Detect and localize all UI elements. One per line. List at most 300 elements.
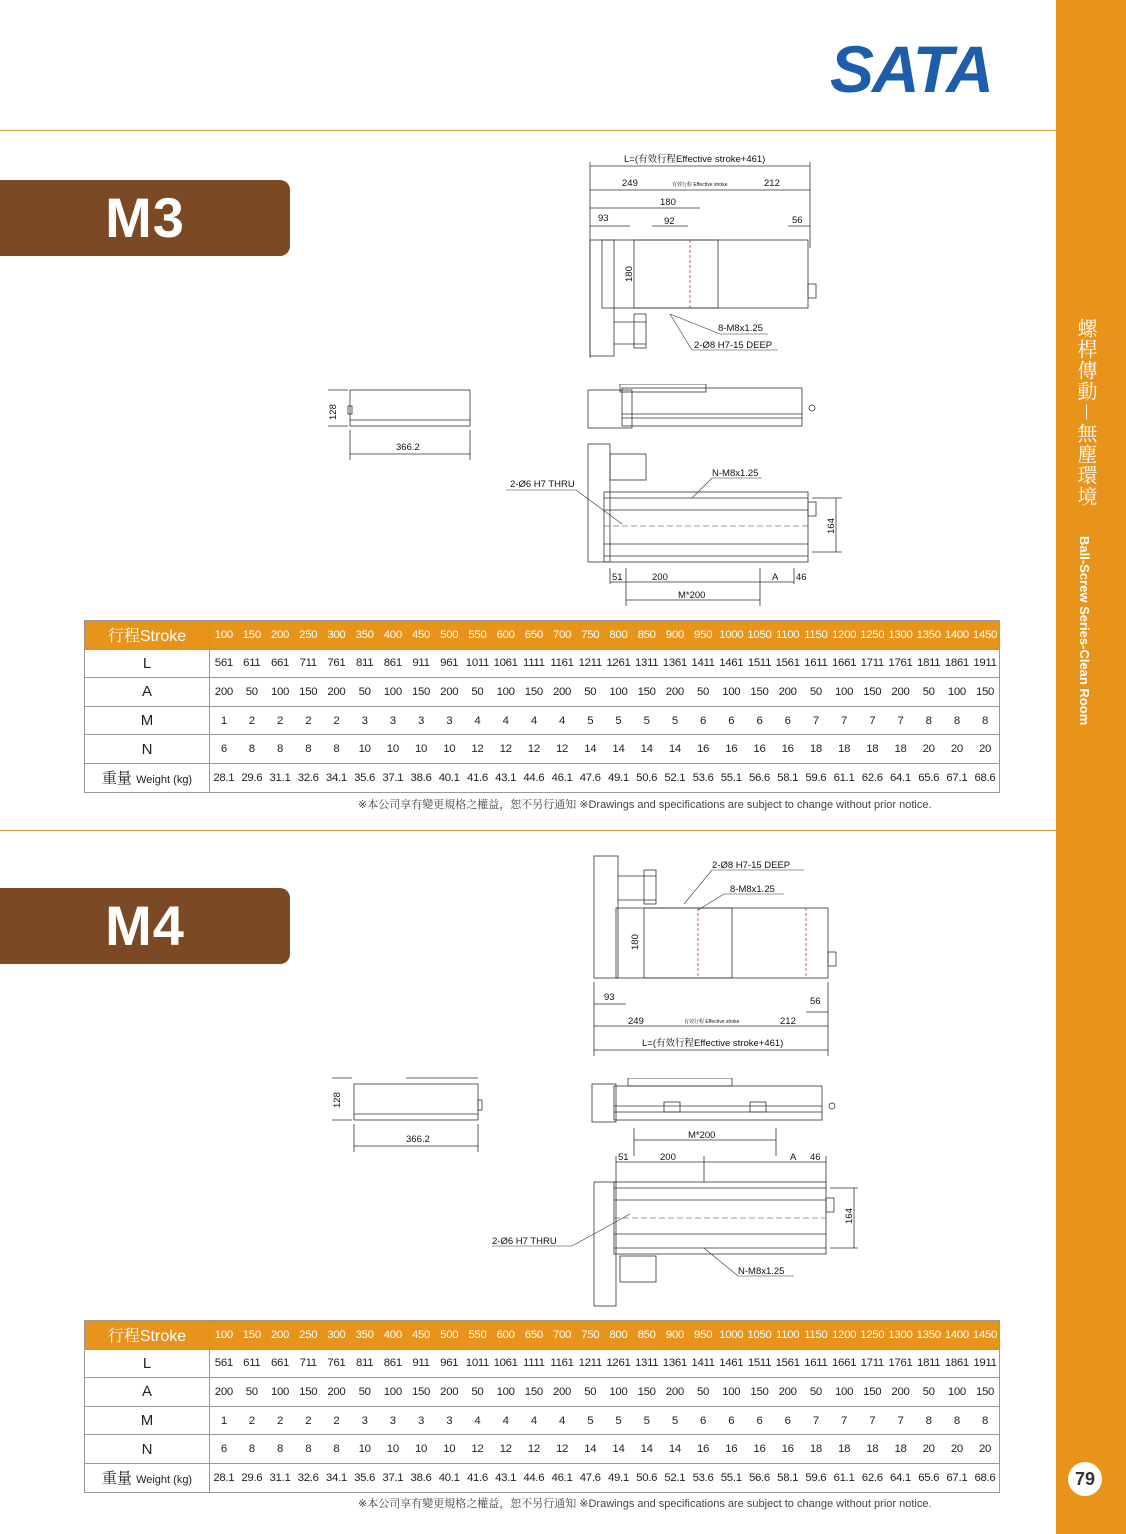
m3-weight-cell: 46.1 — [548, 763, 576, 792]
m4-side-view-drawing — [590, 1078, 840, 1128]
m4-cell: 6 — [210, 1435, 238, 1464]
m3-stroke-cell: 1300 — [886, 621, 914, 650]
m3-dim-stroke: 有效行程 Effective stroke — [672, 182, 728, 188]
m3-cell: 150 — [407, 678, 435, 707]
m3-cell: 8 — [322, 735, 350, 764]
model-tab-m3: M3 — [0, 180, 290, 256]
m4-dim-stroke: 有效行程 Effective stroke — [684, 1019, 740, 1025]
m3-stroke-cell: 600 — [492, 621, 520, 650]
m4-weight-cell: 52.1 — [661, 1463, 689, 1492]
m3-weight-cell: 47.6 — [576, 763, 604, 792]
m3-cell: 7 — [858, 706, 886, 735]
m4-cell: 1111 — [520, 1349, 548, 1378]
m3-cell: 16 — [774, 735, 802, 764]
m3-cell: 18 — [886, 735, 914, 764]
m4-cell: 100 — [830, 1378, 858, 1407]
m4-dim-164: 164 — [844, 1208, 855, 1224]
m3-weight-label-zh: 重量 — [101, 770, 137, 788]
m3-weight-cell: 50.6 — [633, 763, 661, 792]
m4-cell: 200 — [548, 1378, 576, 1407]
m4-weight-label — [85, 1463, 210, 1492]
m3-weight-cell: 29.6 — [238, 763, 266, 792]
m4-weight-cell: 32.6 — [294, 1463, 322, 1492]
m4-cell: 8 — [238, 1435, 266, 1464]
table-row — [85, 763, 1000, 792]
m4-cell: 100 — [492, 1378, 520, 1407]
m4-cell: 50 — [351, 1378, 379, 1407]
brand-logo-text: SATA — [830, 36, 992, 98]
m4-dim-51: 51 — [618, 1152, 629, 1163]
m4-cell: 18 — [802, 1435, 830, 1464]
m4-stroke-cell: 1200 — [830, 1321, 858, 1350]
m3-cell: 16 — [689, 735, 717, 764]
m4-cell: 3 — [379, 1406, 407, 1435]
m4-cell: 7 — [802, 1406, 830, 1435]
m3-weight-cell: 37.1 — [379, 763, 407, 792]
m3-row-label: N — [85, 735, 210, 764]
m3-cell: 5 — [661, 706, 689, 735]
m4-dim-212: 212 — [780, 1016, 796, 1027]
m3-cell: 4 — [548, 706, 576, 735]
m3-stroke-cell: 400 — [379, 621, 407, 650]
m3-dim-366: 366.2 — [396, 442, 420, 453]
m4-cell: 12 — [463, 1435, 491, 1464]
m4-cell: 100 — [717, 1378, 745, 1407]
m3-cell: 20 — [915, 735, 943, 764]
m3-cell: 4 — [492, 706, 520, 735]
m3-weight-cell: 35.6 — [351, 763, 379, 792]
m4-stroke-cell: 1450 — [971, 1321, 1000, 1350]
m4-cell: 2 — [294, 1406, 322, 1435]
m4-cell: 761 — [322, 1349, 350, 1378]
m3-cell: 1061 — [492, 649, 520, 678]
m4-cell: 1661 — [830, 1349, 858, 1378]
m4-cell: 1311 — [633, 1349, 661, 1378]
m4-weight-cell: 68.6 — [971, 1463, 1000, 1492]
m3-dim-212: 212 — [764, 178, 780, 189]
m4-cell: 200 — [661, 1378, 689, 1407]
m3-dim-249: 249 — [622, 178, 638, 189]
m3-cell: 6 — [689, 706, 717, 735]
m4-cell: 150 — [858, 1378, 886, 1407]
m3-cell: 2 — [294, 706, 322, 735]
m4-cell: 14 — [633, 1435, 661, 1464]
m3-weight-cell: 55.1 — [717, 763, 745, 792]
m3-cell: 50 — [802, 678, 830, 707]
m3-weight-cell: 68.6 — [971, 763, 1000, 792]
m4-cell: 150 — [520, 1378, 548, 1407]
m3-cell: 200 — [661, 678, 689, 707]
m3-cell: 3 — [351, 706, 379, 735]
m3-cell: 1211 — [576, 649, 604, 678]
m3-dim-46: 46 — [796, 572, 807, 583]
m4-cell: 14 — [661, 1435, 689, 1464]
m4-cell: 8 — [943, 1406, 971, 1435]
m3-cell: 5 — [576, 706, 604, 735]
m3-stroke-cell: 200 — [266, 621, 294, 650]
m4-cell: 3 — [435, 1406, 463, 1435]
m4-weight-cell: 28.1 — [210, 1463, 238, 1492]
m4-cell: 16 — [717, 1435, 745, 1464]
m3-cell: 1261 — [604, 649, 632, 678]
m3-cell: 150 — [745, 678, 773, 707]
m3-weight-cell: 44.6 — [520, 763, 548, 792]
m4-callout-m8: 8-M8x1.25 — [730, 884, 775, 895]
m3-cell: 16 — [745, 735, 773, 764]
m4-cell: 1561 — [774, 1349, 802, 1378]
m4-stroke-cell: 150 — [238, 1321, 266, 1350]
m4-top-view-drawing — [584, 852, 844, 1058]
m3-weight-cell: 38.6 — [407, 763, 435, 792]
m4-cell: 100 — [604, 1378, 632, 1407]
m3-cell: 150 — [858, 678, 886, 707]
table-row — [85, 1349, 1000, 1378]
m3-cell: 1661 — [830, 649, 858, 678]
m3-stroke-cell: 850 — [633, 621, 661, 650]
m4-cell: 18 — [858, 1435, 886, 1464]
m4-weight-cell: 38.6 — [407, 1463, 435, 1492]
m4-cell: 10 — [351, 1435, 379, 1464]
m4-cell: 811 — [351, 1349, 379, 1378]
m3-cell: 50 — [689, 678, 717, 707]
m3-side-view-drawing — [586, 384, 822, 432]
m3-weight-cell: 49.1 — [604, 763, 632, 792]
m3-cell: 1011 — [463, 649, 491, 678]
m4-cell: 1711 — [858, 1349, 886, 1378]
m3-cell: 6 — [774, 706, 802, 735]
m4-weight-label-zh: 重量 — [101, 1470, 137, 1488]
m4-cell: 20 — [971, 1435, 1000, 1464]
m4-stroke-cell: 700 — [548, 1321, 576, 1350]
m3-dim-m200: M*200 — [678, 590, 706, 601]
m3-cell: 150 — [294, 678, 322, 707]
m4-cell: 3 — [407, 1406, 435, 1435]
m3-cell: 6 — [745, 706, 773, 735]
m4-cell: 1061 — [492, 1349, 520, 1378]
m4-stroke-cell: 100 — [210, 1321, 238, 1350]
m4-cell: 5 — [633, 1406, 661, 1435]
m4-stroke-cell: 750 — [576, 1321, 604, 1350]
m3-row-label: M — [85, 706, 210, 735]
m3-cell: 100 — [266, 678, 294, 707]
m4-callout-pin: 2-Ø8 H7-15 DEEP — [712, 860, 791, 871]
m3-cell: 100 — [830, 678, 858, 707]
m4-cell: 1011 — [463, 1349, 491, 1378]
m3-spec-table — [84, 620, 1000, 793]
m3-end-view-drawing — [322, 380, 480, 462]
m3-stroke-label: 行程Stroke — [85, 621, 210, 650]
m3-cell: 1561 — [774, 649, 802, 678]
m4-weight-cell: 43.1 — [492, 1463, 520, 1492]
m4-stroke-cell: 550 — [463, 1321, 491, 1350]
m3-row-label: L — [85, 649, 210, 678]
m3-cell: 14 — [604, 735, 632, 764]
m4-weight-cell: 62.6 — [858, 1463, 886, 1492]
m3-weight-label-en: Weight (kg) — [136, 774, 193, 787]
m4-cell: 1 — [210, 1406, 238, 1435]
m3-cell: 8 — [294, 735, 322, 764]
m3-cell: 12 — [492, 735, 520, 764]
m3-dim-93: 93 — [598, 213, 609, 224]
m3-weight-cell: 31.1 — [266, 763, 294, 792]
m4-weight-label-en: Weight (kg) — [136, 1474, 193, 1487]
m4-dim-128: 128 — [332, 1092, 343, 1108]
m4-cell: 50 — [238, 1378, 266, 1407]
m3-weight-cell: 64.1 — [886, 763, 914, 792]
m4-stroke-cell: 250 — [294, 1321, 322, 1350]
m3-cell: 200 — [322, 678, 350, 707]
m3-stroke-cell: 700 — [548, 621, 576, 650]
m3-stroke-cell: 1400 — [943, 621, 971, 650]
m3-weight-cell: 32.6 — [294, 763, 322, 792]
m3-cell: 3 — [435, 706, 463, 735]
m4-weight-cell: 64.1 — [886, 1463, 914, 1492]
m3-dim-180v: 180 — [624, 266, 635, 282]
m3-cell: 1311 — [633, 649, 661, 678]
m3-dim-128: 128 — [328, 404, 339, 420]
m3-dim-a: A — [772, 572, 779, 583]
m3-stroke-cell: 300 — [322, 621, 350, 650]
m3-cell: 150 — [520, 678, 548, 707]
m3-stroke-cell: 550 — [463, 621, 491, 650]
m4-cell: 8 — [322, 1435, 350, 1464]
m3-weight-cell: 61.1 — [830, 763, 858, 792]
m4-dim-m200: M*200 — [688, 1130, 716, 1141]
m4-cell: 50 — [463, 1378, 491, 1407]
m4-weight-cell: 50.6 — [633, 1463, 661, 1492]
m4-cell: 2 — [322, 1406, 350, 1435]
m3-cell: 7 — [830, 706, 858, 735]
m4-cell: 5 — [576, 1406, 604, 1435]
m4-stroke-cell: 450 — [407, 1321, 435, 1350]
m4-cell: 100 — [943, 1378, 971, 1407]
m3-cell: 14 — [633, 735, 661, 764]
m4-cell: 3 — [351, 1406, 379, 1435]
m3-cell: 6 — [717, 706, 745, 735]
m4-cell: 1911 — [971, 1349, 1000, 1378]
m3-weight-cell: 34.1 — [322, 763, 350, 792]
m3-cell: 561 — [210, 649, 238, 678]
model-tab-m4: M4 — [0, 888, 290, 964]
m3-cell: 1361 — [661, 649, 689, 678]
m4-cell: 611 — [238, 1349, 266, 1378]
sidebar-title-en: Ball-Screw Series-Clean Room — [1077, 536, 1092, 726]
m4-cell: 2 — [266, 1406, 294, 1435]
m3-cell: 100 — [943, 678, 971, 707]
m4-dim-length: L=(有效行程Effective stroke+461) — [642, 1038, 784, 1049]
m3-stroke-cell: 100 — [210, 621, 238, 650]
m3-row-label: A — [85, 678, 210, 707]
m3-cell: 200 — [886, 678, 914, 707]
m4-cell: 10 — [379, 1435, 407, 1464]
m4-stroke-cell: 850 — [633, 1321, 661, 1350]
m4-cell: 16 — [745, 1435, 773, 1464]
m3-cell: 14 — [576, 735, 604, 764]
m4-cell: 200 — [322, 1378, 350, 1407]
m4-stroke-cell: 1350 — [915, 1321, 943, 1350]
m4-stroke-cell: 500 — [435, 1321, 463, 1350]
m3-stroke-cell: 1000 — [717, 621, 745, 650]
table-row — [85, 1406, 1000, 1435]
m4-stroke-cell: 1050 — [745, 1321, 773, 1350]
m4-cell: 8 — [294, 1435, 322, 1464]
m3-stroke-cell: 1200 — [830, 621, 858, 650]
m3-weight-cell: 52.1 — [661, 763, 689, 792]
m3-cell: 18 — [858, 735, 886, 764]
table-row — [85, 1435, 1000, 1464]
m3-weight-cell: 62.6 — [858, 763, 886, 792]
sata-logo — [828, 36, 1000, 98]
m3-weight-label — [85, 763, 210, 792]
m4-cell: 8 — [266, 1435, 294, 1464]
m3-cell: 100 — [604, 678, 632, 707]
m4-weight-cell: 65.6 — [915, 1463, 943, 1492]
m4-stroke-cell: 950 — [689, 1321, 717, 1350]
m3-weight-cell: 58.1 — [774, 763, 802, 792]
table-row — [85, 649, 1000, 678]
m4-cell: 150 — [971, 1378, 1000, 1407]
m4-cell: 150 — [633, 1378, 661, 1407]
m3-cell: 2 — [238, 706, 266, 735]
m4-cell: 4 — [463, 1406, 491, 1435]
m3-cell: 10 — [407, 735, 435, 764]
m4-stroke-cell: 200 — [266, 1321, 294, 1350]
m3-dim-164: 164 — [826, 518, 837, 534]
m4-weight-cell: 44.6 — [520, 1463, 548, 1492]
m4-weight-cell: 55.1 — [717, 1463, 745, 1492]
m4-stroke-cell: 1000 — [717, 1321, 745, 1350]
m3-bottom-view-drawing — [506, 440, 846, 606]
m4-dim-366: 366.2 — [406, 1134, 430, 1145]
m3-cell: 3 — [407, 706, 435, 735]
m4-stroke-cell: 900 — [661, 1321, 689, 1350]
m3-weight-cell: 40.1 — [435, 763, 463, 792]
m3-stroke-cell: 1250 — [858, 621, 886, 650]
m4-cell: 1861 — [943, 1349, 971, 1378]
m4-dim-46: 46 — [810, 1152, 821, 1163]
m4-cell: 100 — [266, 1378, 294, 1407]
m4-cell: 150 — [294, 1378, 322, 1407]
m3-dim-180: 180 — [660, 197, 676, 208]
m3-cell: 1111 — [520, 649, 548, 678]
m4-callout-thru: 2-Ø6 H7 THRU — [492, 1236, 557, 1247]
m4-cell: 18 — [886, 1435, 914, 1464]
sidebar-title-zh: 螺桿傳動－無塵環境 — [1074, 318, 1098, 507]
m3-cell: 5 — [633, 706, 661, 735]
m4-weight-cell: 34.1 — [322, 1463, 350, 1492]
m4-stroke-cell: 300 — [322, 1321, 350, 1350]
m4-stroke-label: 行程Stroke — [85, 1321, 210, 1350]
m4-weight-cell: 35.6 — [351, 1463, 379, 1492]
m3-callout-nm8: N-M8x1.25 — [712, 468, 759, 479]
m3-callout-m8: 8-M8x1.25 — [718, 323, 763, 334]
m4-cell: 7 — [830, 1406, 858, 1435]
m4-cell: 561 — [210, 1349, 238, 1378]
m4-cell: 50 — [915, 1378, 943, 1407]
m3-cell: 100 — [379, 678, 407, 707]
m4-cell: 16 — [774, 1435, 802, 1464]
m3-cell: 200 — [774, 678, 802, 707]
m3-cell: 5 — [604, 706, 632, 735]
m4-cell: 6 — [717, 1406, 745, 1435]
m4-footnote: ※本公司享有變更規格之權益，恕不另行通知 ※Drawings and specifications are subject to change without prior notice. — [358, 1498, 932, 1510]
m3-cell: 50 — [915, 678, 943, 707]
m4-stroke-cell: 1400 — [943, 1321, 971, 1350]
m4-cell: 200 — [774, 1378, 802, 1407]
m3-cell: 12 — [520, 735, 548, 764]
m3-cell: 661 — [266, 649, 294, 678]
m4-weight-cell: 29.6 — [238, 1463, 266, 1492]
m4-stroke-cell: 600 — [492, 1321, 520, 1350]
m3-cell: 1461 — [717, 649, 745, 678]
m3-stroke-cell: 900 — [661, 621, 689, 650]
m4-cell: 1361 — [661, 1349, 689, 1378]
m3-cell: 861 — [379, 649, 407, 678]
m4-cell: 1761 — [886, 1349, 914, 1378]
m4-cell: 6 — [774, 1406, 802, 1435]
m3-cell: 14 — [661, 735, 689, 764]
m4-dim-56: 56 — [810, 996, 821, 1007]
m4-cell: 5 — [604, 1406, 632, 1435]
m3-footnote: ※本公司享有變更規格之權益，恕不另行通知 ※Drawings and specifications are subject to change without prior notice. — [358, 799, 932, 811]
m3-stroke-cell: 800 — [604, 621, 632, 650]
m4-cell: 12 — [520, 1435, 548, 1464]
m3-cell: 8 — [915, 706, 943, 735]
m3-stroke-cell: 1350 — [915, 621, 943, 650]
m4-stroke-cell: 1300 — [886, 1321, 914, 1350]
m4-weight-cell: 47.6 — [576, 1463, 604, 1492]
m3-cell: 20 — [971, 735, 1000, 764]
m3-stroke-cell: 750 — [576, 621, 604, 650]
m3-cell: 8 — [943, 706, 971, 735]
m4-cell: 14 — [576, 1435, 604, 1464]
m4-bottom-view-drawing — [488, 1126, 868, 1312]
m3-cell: 1 — [210, 706, 238, 735]
m4-cell: 20 — [915, 1435, 943, 1464]
m3-cell: 1761 — [886, 649, 914, 678]
m4-cell: 12 — [492, 1435, 520, 1464]
table-row — [85, 706, 1000, 735]
m4-cell: 150 — [745, 1378, 773, 1407]
m3-cell: 7 — [802, 706, 830, 735]
m3-dim-length: L=(有效行程Effective stroke+461) — [624, 154, 766, 165]
m4-cell: 1611 — [802, 1349, 830, 1378]
m3-cell: 1861 — [943, 649, 971, 678]
table-row — [85, 678, 1000, 707]
m3-weight-cell: 56.6 — [745, 763, 773, 792]
m4-cell: 661 — [266, 1349, 294, 1378]
m3-cell: 150 — [971, 678, 1000, 707]
m3-cell: 12 — [463, 735, 491, 764]
m3-weight-cell: 43.1 — [492, 763, 520, 792]
table-row — [85, 1378, 1000, 1407]
m3-cell: 50 — [351, 678, 379, 707]
m4-weight-cell: 37.1 — [379, 1463, 407, 1492]
m4-cell: 20 — [943, 1435, 971, 1464]
m3-cell: 50 — [576, 678, 604, 707]
m4-dim-93: 93 — [604, 992, 615, 1003]
m4-cell: 7 — [886, 1406, 914, 1435]
m4-dim-200: 200 — [660, 1152, 676, 1163]
m3-stroke-cell: 450 — [407, 621, 435, 650]
m4-cell: 1211 — [576, 1349, 604, 1378]
sidebar-band — [1056, 0, 1126, 1534]
m4-spec-table — [84, 1320, 1000, 1493]
m3-weight-cell: 67.1 — [943, 763, 971, 792]
m4-cell: 8 — [971, 1406, 1000, 1435]
m4-dim-249: 249 — [628, 1016, 644, 1027]
m3-cell: 50 — [238, 678, 266, 707]
